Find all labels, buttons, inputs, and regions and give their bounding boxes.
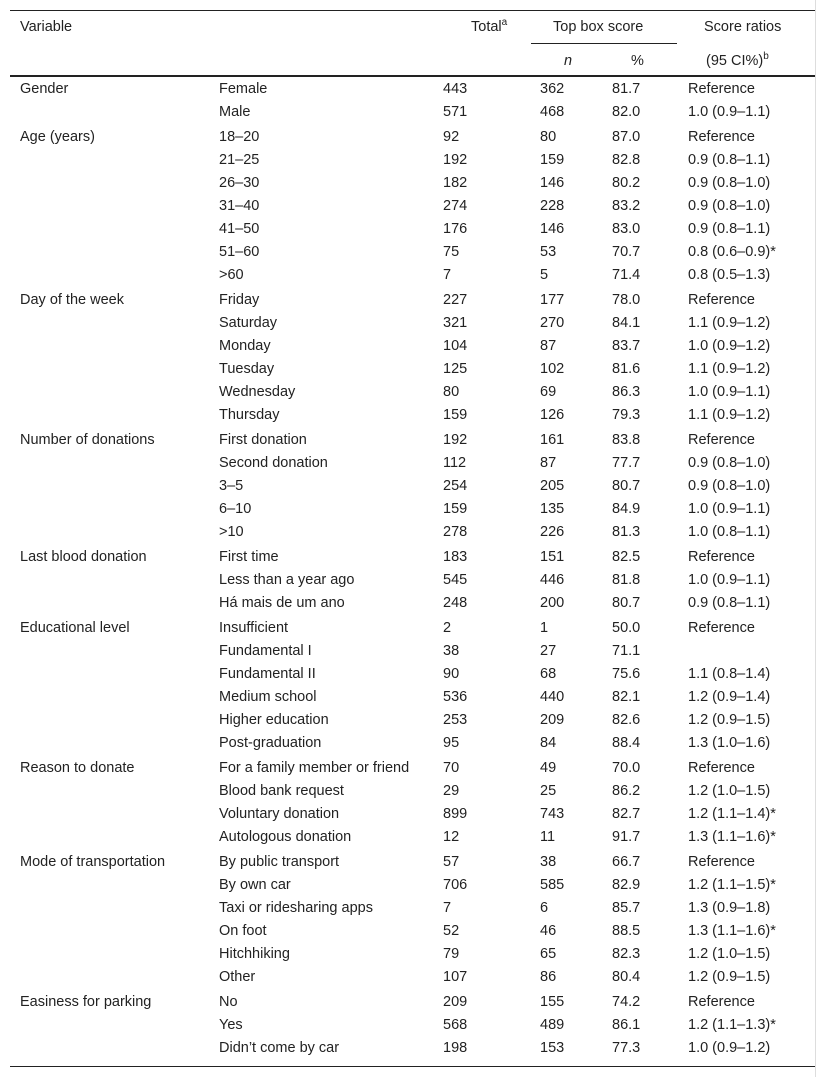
pct-cell: 86.1 <box>612 1017 641 1033</box>
total-cell: 80 <box>443 384 460 400</box>
category-cell: Autologous donation <box>219 829 352 845</box>
table-row <box>0 406 827 429</box>
category-cell: Voluntary donation <box>219 806 340 822</box>
category-cell: Male <box>219 104 251 120</box>
ratio-cell: 1.3 (1.1–1.6)* <box>688 923 776 939</box>
pct-cell: 80.7 <box>612 478 641 494</box>
ratio-cell: 1.2 (0.9–1.5) <box>688 712 771 728</box>
pct-cell: 85.7 <box>612 900 641 916</box>
pct-cell: 83.8 <box>612 432 641 448</box>
pct-cell: 78.0 <box>612 292 641 308</box>
ratio-cell: 0.8 (0.6–0.9)* <box>688 244 776 260</box>
n-cell: 1 <box>540 620 549 636</box>
table-row <box>0 945 827 968</box>
total-cell: 278 <box>443 524 468 540</box>
n-cell: 209 <box>540 712 565 728</box>
pct-cell: 88.5 <box>612 923 641 939</box>
n-cell: 38 <box>540 854 557 870</box>
total-cell: 7 <box>443 900 452 916</box>
table-row <box>0 1016 827 1039</box>
table-row <box>0 431 827 454</box>
variable-cell: Mode of transportation <box>20 854 166 870</box>
pct-cell: 82.6 <box>612 712 641 728</box>
n-cell: 27 <box>540 643 557 659</box>
table-row <box>0 688 827 711</box>
category-cell: First donation <box>219 432 307 448</box>
n-cell: 151 <box>540 549 565 565</box>
table-row <box>0 151 827 174</box>
category-cell: Thursday <box>219 407 280 423</box>
ratio-cell: 1.0 (0.9–1.1) <box>688 501 771 517</box>
total-cell: 79 <box>443 946 460 962</box>
total-cell: 92 <box>443 129 460 145</box>
n-cell: 489 <box>540 1017 565 1033</box>
variable-cell: Easiness for parking <box>20 994 152 1010</box>
table-top-rule <box>10 10 815 11</box>
category-cell: >60 <box>219 267 244 283</box>
total-cell: 29 <box>443 783 460 799</box>
pct-cell: 83.2 <box>612 198 641 214</box>
total-cell: 7 <box>443 267 452 283</box>
n-cell: 743 <box>540 806 565 822</box>
ratio-cell: 1.0 (0.9–1.2) <box>688 338 771 354</box>
pct-cell: 88.4 <box>612 735 641 751</box>
table-row <box>0 243 827 266</box>
total-cell: 254 <box>443 478 468 494</box>
category-cell: Other <box>219 969 256 985</box>
category-cell: 21–25 <box>219 152 260 168</box>
ratio-cell: Reference <box>688 129 755 145</box>
header-total <box>471 18 507 36</box>
ratio-cell: 1.3 (1.0–1.6) <box>688 735 771 751</box>
pct-cell: 84.1 <box>612 315 641 331</box>
variable-cell: Number of donations <box>20 432 155 448</box>
header-variable: Variable <box>20 19 73 35</box>
ratio-cell: 1.0 (0.9–1.1) <box>688 384 771 400</box>
n-cell: 468 <box>540 104 565 120</box>
pct-cell: 86.2 <box>612 783 641 799</box>
total-cell: 571 <box>443 104 468 120</box>
table-row <box>0 548 827 571</box>
ratio-cell: 1.3 (0.9–1.8) <box>688 900 771 916</box>
total-cell: 104 <box>443 338 468 354</box>
total-cell: 706 <box>443 877 468 893</box>
category-cell: Hitchhiking <box>219 946 290 962</box>
n-cell: 146 <box>540 175 565 191</box>
ratio-cell: 0.9 (0.8–1.0) <box>688 198 771 214</box>
n-cell: 155 <box>540 994 565 1010</box>
table-row <box>0 805 827 828</box>
header-ci-label: (95 CI%) <box>706 53 764 69</box>
n-cell: 153 <box>540 1040 565 1056</box>
n-cell: 585 <box>540 877 565 893</box>
pct-cell: 70.7 <box>612 244 641 260</box>
header-pct: % <box>631 53 644 69</box>
category-cell: 18–20 <box>219 129 260 145</box>
category-cell: Medium school <box>219 689 317 705</box>
pct-cell: 87.0 <box>612 129 641 145</box>
pct-cell: 66.7 <box>612 854 641 870</box>
pct-cell: 71.1 <box>612 643 641 659</box>
category-cell: Post-graduation <box>219 735 322 751</box>
table-row <box>0 993 827 1016</box>
pct-cell: 86.3 <box>612 384 641 400</box>
total-cell: 536 <box>443 689 468 705</box>
category-cell: No <box>219 994 238 1010</box>
table-row <box>0 853 827 876</box>
variable-cell: Gender <box>20 81 69 97</box>
total-cell: 12 <box>443 829 460 845</box>
total-cell: 107 <box>443 969 468 985</box>
table-row <box>0 523 827 546</box>
table-row <box>0 337 827 360</box>
table-row <box>0 103 827 126</box>
category-cell: 6–10 <box>219 501 252 517</box>
total-cell: 321 <box>443 315 468 331</box>
total-cell: 274 <box>443 198 468 214</box>
total-cell: 90 <box>443 666 460 682</box>
table-row <box>0 360 827 383</box>
table-row <box>0 383 827 406</box>
n-cell: 135 <box>540 501 565 517</box>
n-cell: 87 <box>540 338 557 354</box>
pct-cell: 80.2 <box>612 175 641 191</box>
n-cell: 25 <box>540 783 557 799</box>
pct-cell: 80.7 <box>612 595 641 611</box>
total-cell: 2 <box>443 620 452 636</box>
ratio-cell: 0.9 (0.8–1.1) <box>688 152 771 168</box>
total-cell: 545 <box>443 572 468 588</box>
total-cell: 209 <box>443 994 468 1010</box>
total-cell: 112 <box>443 455 467 471</box>
pct-cell: 82.7 <box>612 806 641 822</box>
n-cell: 177 <box>540 292 565 308</box>
table-row <box>0 220 827 243</box>
ratio-cell: 0.8 (0.5–1.3) <box>688 267 771 283</box>
table-row <box>0 619 827 642</box>
n-cell: 53 <box>540 244 557 260</box>
category-cell: 31–40 <box>219 198 260 214</box>
table-row <box>0 828 827 851</box>
pct-cell: 75.6 <box>612 666 641 682</box>
n-cell: 46 <box>540 923 557 939</box>
category-cell: Higher education <box>219 712 329 728</box>
n-cell: 205 <box>540 478 565 494</box>
pct-cell: 84.9 <box>612 501 641 517</box>
variable-cell: Reason to donate <box>20 760 135 776</box>
category-cell: Female <box>219 81 268 97</box>
total-cell: 253 <box>443 712 468 728</box>
pct-cell: 74.2 <box>612 994 641 1010</box>
category-cell: 26–30 <box>219 175 260 191</box>
ratio-cell: Reference <box>688 994 755 1010</box>
n-cell: 11 <box>540 829 556 845</box>
category-cell: By public transport <box>219 854 340 870</box>
category-cell: Fundamental I <box>219 643 312 659</box>
footnote-a: a <box>501 17 508 28</box>
total-cell: 227 <box>443 292 468 308</box>
pct-cell: 81.3 <box>612 524 641 540</box>
n-cell: 69 <box>540 384 557 400</box>
category-cell: Less than a year ago <box>219 572 355 588</box>
total-cell: 38 <box>443 643 460 659</box>
ratio-cell: 1.1 (0.8–1.4) <box>688 666 771 682</box>
pct-cell: 77.7 <box>612 455 641 471</box>
total-cell: 568 <box>443 1017 468 1033</box>
header-top-box-score: Top box score <box>553 19 644 35</box>
category-cell: 51–60 <box>219 244 260 260</box>
pct-cell: 91.7 <box>612 829 641 845</box>
total-cell: 443 <box>443 81 468 97</box>
table-body <box>0 80 827 1062</box>
total-cell: 198 <box>443 1040 468 1056</box>
table-row <box>0 594 827 617</box>
header-ci <box>706 52 769 70</box>
total-cell: 70 <box>443 760 460 776</box>
ratio-cell: 1.2 (1.1–1.5)* <box>688 877 776 893</box>
n-cell: 126 <box>540 407 565 423</box>
n-cell: 161 <box>540 432 565 448</box>
pct-cell: 81.8 <box>612 572 641 588</box>
ratio-cell: 0.9 (0.8–1.0) <box>688 175 771 191</box>
table-row <box>0 665 827 688</box>
n-cell: 102 <box>540 361 565 377</box>
category-cell: Blood bank request <box>219 783 344 799</box>
ratio-cell: 1.1 (0.9–1.2) <box>688 407 771 423</box>
ratio-cell: 1.0 (0.9–1.1) <box>688 104 771 120</box>
ratio-cell: Reference <box>688 292 755 308</box>
ratio-cell: 1.0 (0.9–1.2) <box>688 1040 771 1056</box>
ratio-cell: Reference <box>688 432 755 448</box>
ratio-cell: 0.9 (0.8–1.1) <box>688 221 771 237</box>
n-cell: 80 <box>540 129 557 145</box>
ratio-cell: 0.9 (0.8–1.0) <box>688 478 771 494</box>
table-row <box>0 968 827 991</box>
category-cell: Yes <box>219 1017 243 1033</box>
total-cell: 176 <box>443 221 468 237</box>
table-row <box>0 922 827 945</box>
pct-cell: 83.7 <box>612 338 641 354</box>
category-cell: Saturday <box>219 315 278 331</box>
pct-cell: 81.6 <box>612 361 641 377</box>
table-row <box>0 782 827 805</box>
category-cell: Didn’t come by car <box>219 1040 340 1056</box>
ratio-cell: 1.2 (0.9–1.4) <box>688 689 771 705</box>
table-row <box>0 899 827 922</box>
table-row <box>0 128 827 151</box>
n-cell: 87 <box>540 455 557 471</box>
table-row <box>0 711 827 734</box>
pct-cell: 82.9 <box>612 877 641 893</box>
n-cell: 362 <box>540 81 565 97</box>
variable-cell: Last blood donation <box>20 549 147 565</box>
ratio-cell: 1.0 (0.8–1.1) <box>688 524 771 540</box>
ratio-cell: 0.9 (0.8–1.0) <box>688 455 771 471</box>
n-cell: 146 <box>540 221 565 237</box>
pct-cell: 83.0 <box>612 221 641 237</box>
table-row <box>0 734 827 757</box>
n-cell: 446 <box>540 572 565 588</box>
total-cell: 75 <box>443 244 460 260</box>
variable-cell: Educational level <box>20 620 130 636</box>
category-cell: Insufficient <box>219 620 289 636</box>
ratio-cell: 1.2 (1.0–1.5) <box>688 946 771 962</box>
ratio-cell: 1.1 (0.9–1.2) <box>688 361 771 377</box>
pct-cell: 70.0 <box>612 760 641 776</box>
pct-cell: 82.8 <box>612 152 641 168</box>
table-row <box>0 80 827 103</box>
pct-cell: 82.3 <box>612 946 641 962</box>
n-cell: 68 <box>540 666 557 682</box>
total-cell: 192 <box>443 152 468 168</box>
table-row <box>0 314 827 337</box>
pct-cell: 79.3 <box>612 407 641 423</box>
ratio-cell: 0.9 (0.8–1.1) <box>688 595 771 611</box>
table-bottom-rule <box>10 1066 815 1067</box>
header-bottom-rule <box>10 75 815 77</box>
table-row <box>0 454 827 477</box>
total-cell: 159 <box>443 501 468 517</box>
table-row <box>0 1039 827 1062</box>
pct-cell: 50.0 <box>612 620 641 636</box>
table-row <box>0 291 827 314</box>
table-row <box>0 571 827 594</box>
total-cell: 899 <box>443 806 468 822</box>
pct-cell: 82.5 <box>612 549 641 565</box>
category-cell: Há mais de um ano <box>219 595 345 611</box>
ratio-cell: 1.2 (0.9–1.5) <box>688 969 771 985</box>
total-cell: 57 <box>443 854 460 870</box>
total-cell: 52 <box>443 923 460 939</box>
total-cell: 159 <box>443 407 468 423</box>
ratio-cell: Reference <box>688 81 755 97</box>
n-cell: 200 <box>540 595 565 611</box>
n-cell: 440 <box>540 689 565 705</box>
category-cell: By own car <box>219 877 291 893</box>
category-cell: First time <box>219 549 279 565</box>
category-cell: 41–50 <box>219 221 260 237</box>
n-cell: 226 <box>540 524 565 540</box>
category-cell: >10 <box>219 524 244 540</box>
n-cell: 5 <box>540 267 549 283</box>
table-row <box>0 197 827 220</box>
n-cell: 49 <box>540 760 557 776</box>
pct-cell: 82.0 <box>612 104 641 120</box>
n-cell: 84 <box>540 735 557 751</box>
ratio-cell: Reference <box>688 854 755 870</box>
category-cell: Second donation <box>219 455 328 471</box>
total-cell: 192 <box>443 432 468 448</box>
category-cell: Wednesday <box>219 384 296 400</box>
pct-cell: 71.4 <box>612 267 641 283</box>
ratio-cell: Reference <box>688 549 755 565</box>
total-cell: 182 <box>443 175 468 191</box>
total-cell: 125 <box>443 361 468 377</box>
pct-cell: 82.1 <box>612 689 641 705</box>
table-row <box>0 266 827 289</box>
table-row <box>0 642 827 665</box>
ratio-cell: 1.1 (0.9–1.2) <box>688 315 771 331</box>
category-cell: Taxi or ridesharing apps <box>219 900 373 916</box>
header-n: n <box>564 53 573 69</box>
pct-cell: 77.3 <box>612 1040 641 1056</box>
n-cell: 228 <box>540 198 565 214</box>
header-total-label: Total <box>471 19 502 35</box>
category-cell: 3–5 <box>219 478 244 494</box>
total-cell: 248 <box>443 595 468 611</box>
ratio-cell: 1.0 (0.9–1.1) <box>688 572 771 588</box>
n-cell: 86 <box>540 969 557 985</box>
category-cell: For a family member or friend <box>219 760 410 776</box>
table-row <box>0 500 827 523</box>
category-cell: Friday <box>219 292 260 308</box>
header-group-rule <box>531 43 677 44</box>
pct-cell: 80.4 <box>612 969 641 985</box>
table-row <box>0 174 827 197</box>
ratio-cell: 1.2 (1.0–1.5) <box>688 783 771 799</box>
ratio-cell: 1.2 (1.1–1.3)* <box>688 1017 776 1033</box>
total-cell: 95 <box>443 735 460 751</box>
ratio-cell: Reference <box>688 620 755 636</box>
n-cell: 65 <box>540 946 557 962</box>
pct-cell: 81.7 <box>612 81 641 97</box>
table-row <box>0 759 827 782</box>
ratio-cell: 1.3 (1.1–1.6)* <box>688 829 776 845</box>
variable-cell: Day of the week <box>20 292 124 308</box>
category-cell: Tuesday <box>219 361 275 377</box>
n-cell: 6 <box>540 900 549 916</box>
table-row <box>0 477 827 500</box>
n-cell: 270 <box>540 315 565 331</box>
footnote-b: b <box>763 51 769 62</box>
n-cell: 159 <box>540 152 565 168</box>
category-cell: Monday <box>219 338 271 354</box>
category-cell: Fundamental II <box>219 666 316 682</box>
ratio-cell: Reference <box>688 760 755 776</box>
table-row <box>0 876 827 899</box>
header-score-ratios: Score ratios <box>704 19 782 35</box>
variable-cell: Age (years) <box>20 129 95 145</box>
total-cell: 183 <box>443 549 468 565</box>
ratio-cell: 1.2 (1.1–1.4)* <box>688 806 776 822</box>
category-cell: On foot <box>219 923 267 939</box>
